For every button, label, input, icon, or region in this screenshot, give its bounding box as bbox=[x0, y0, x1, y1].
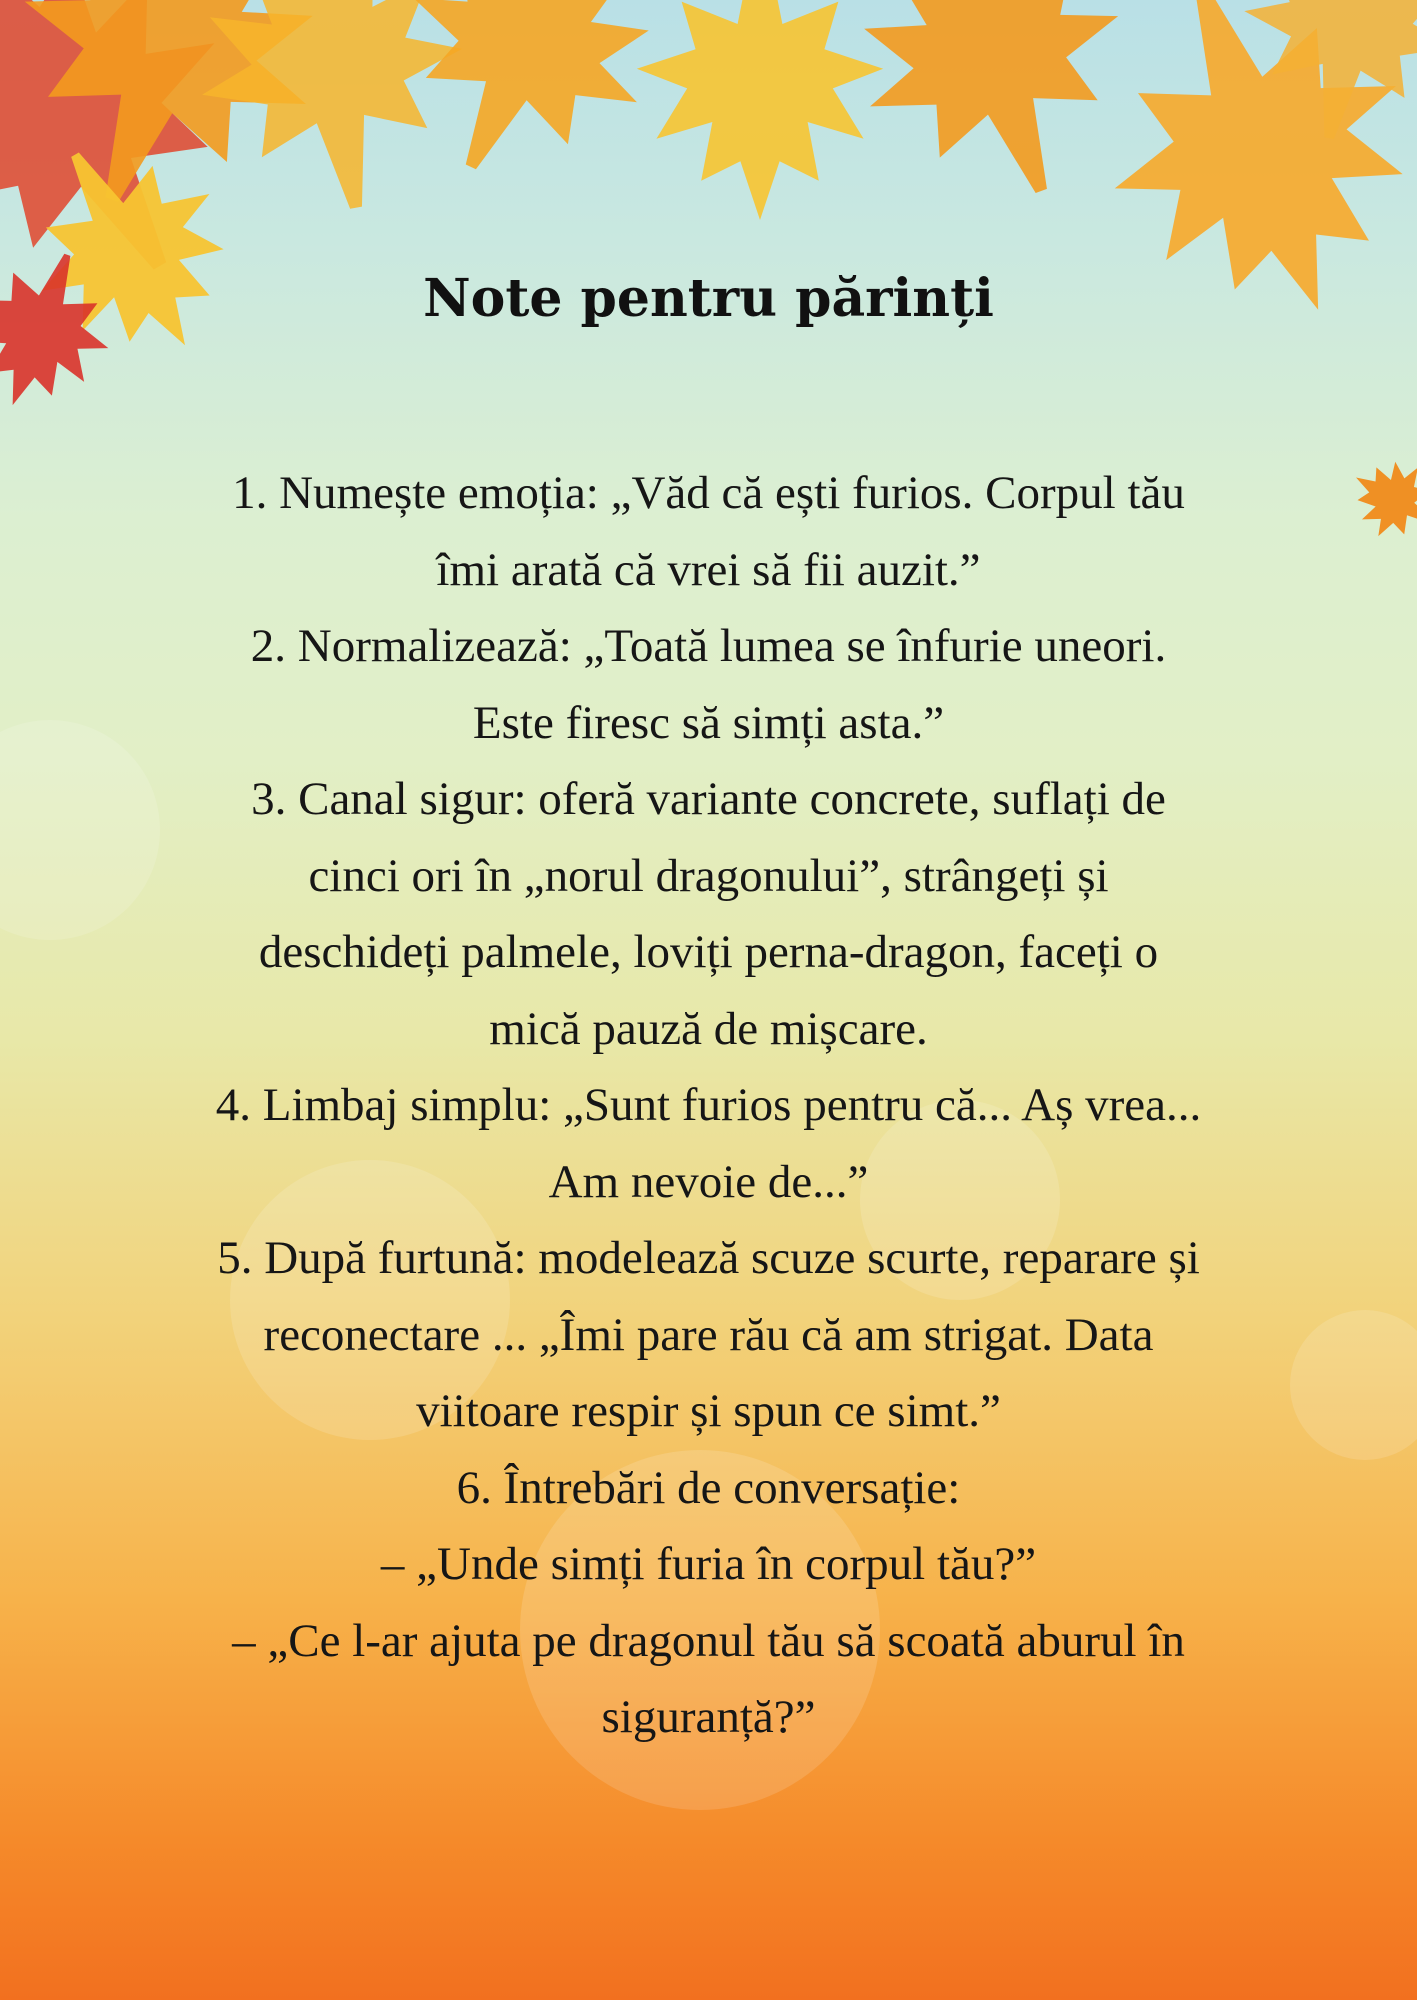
note-line: Este firesc să simți asta.” bbox=[472, 696, 945, 749]
notes-list bbox=[150, 455, 1267, 1756]
note-line: deschideți palmele, loviți perna-dragon, faceți o bbox=[258, 926, 1159, 978]
note-line: – „Unde simți furia în corpul tău?” bbox=[380, 1538, 1037, 1590]
note-line: reconectare ... „Îmi pare rău că am strigat. Data bbox=[263, 1308, 1154, 1361]
page-title: Note pentru părinți bbox=[423, 268, 994, 329]
note-line: 5. După furtună: modelează scuze scurte, reparare și bbox=[217, 1232, 1200, 1284]
note-line: 3. Canal sigur: oferă variante concrete, suflați de bbox=[251, 773, 1166, 825]
note-line: siguranță?” bbox=[601, 1691, 816, 1743]
note-line: 2. Normalizează: „Toată lumea se înfurie uneori. bbox=[250, 620, 1167, 672]
note-line: Am nevoie de...” bbox=[548, 1155, 869, 1208]
note-line: – „Ce l-ar ajuta pe dragonul tău să scoată aburul în bbox=[232, 1614, 1185, 1667]
maple-leaf-icon bbox=[637, 0, 883, 220]
note-line: cinci ori în „norul dragonului”, strângeți și bbox=[308, 849, 1109, 902]
note-line: 1. Numește emoția: „Văd că ești furios. Corpul tău bbox=[232, 467, 1185, 519]
bokeh-circle bbox=[0, 720, 160, 940]
maple-leaf-icon bbox=[815, 0, 1166, 236]
note-line: viitoare respir și spun ce simt.” bbox=[416, 1385, 1001, 1437]
bokeh-circle bbox=[1290, 1310, 1417, 1460]
note-line: îmi arată că vrei să fii auzit.” bbox=[436, 543, 981, 596]
maple-leaf-icon bbox=[1336, 443, 1417, 557]
note-line: mică pauză de mișcare. bbox=[489, 1002, 928, 1055]
note-line: 6. Întrebări de conversație: bbox=[456, 1461, 961, 1514]
note-line: 4. Limbaj simplu: „Sunt furios pentru că... Aș vrea... bbox=[215, 1079, 1202, 1131]
